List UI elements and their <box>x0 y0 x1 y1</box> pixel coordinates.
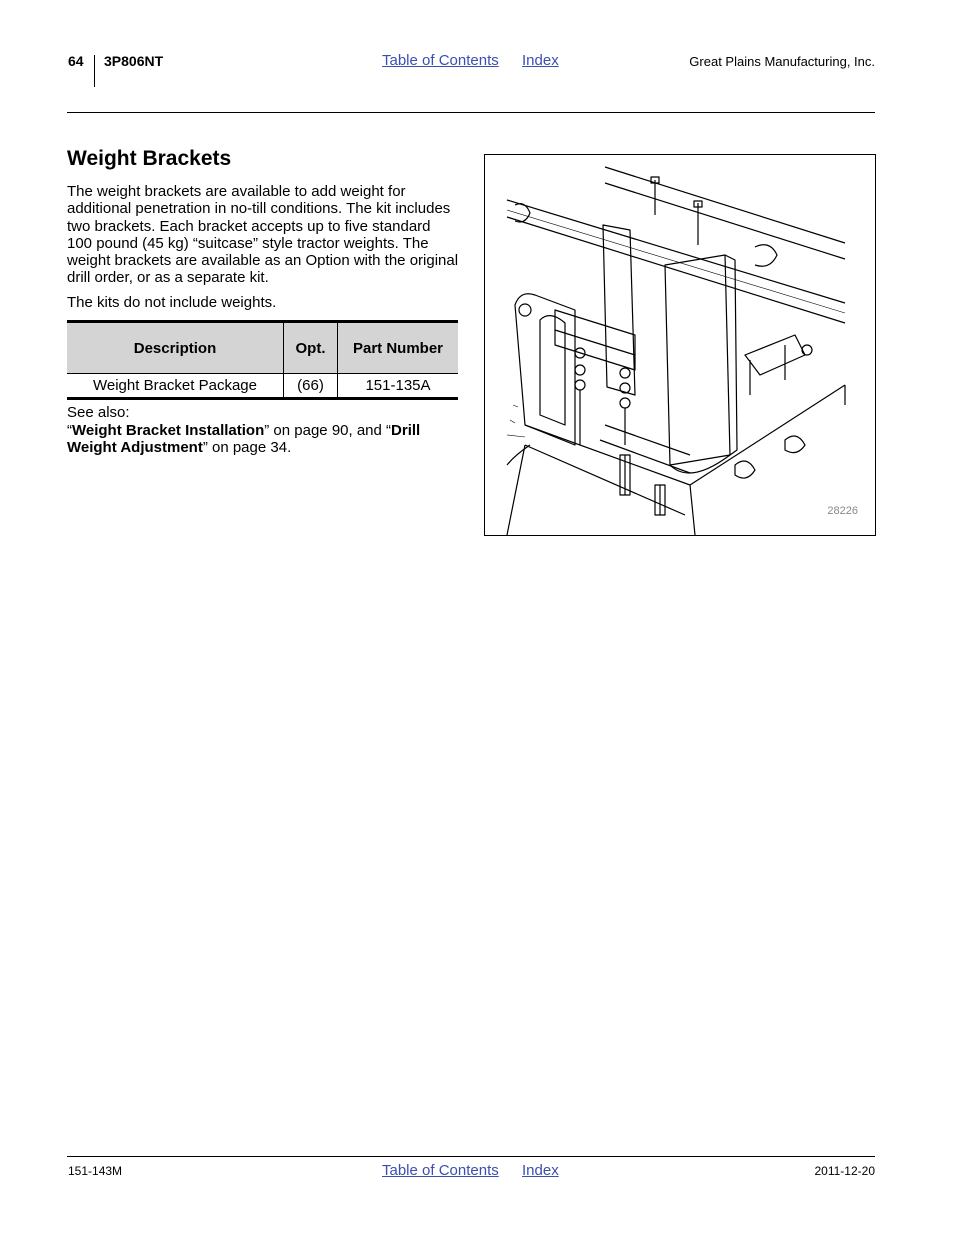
cell-part-number: 151-135A <box>338 374 459 399</box>
header-index-link[interactable]: Index <box>522 52 559 69</box>
page-number: 64 <box>68 53 84 69</box>
figure-number: 28226 <box>827 505 858 517</box>
parts-table <box>67 320 458 400</box>
column-header-description: Description <box>67 322 284 374</box>
footer-toc-link[interactable]: Table of Contents <box>382 1162 499 1179</box>
see-also-intro: See also: <box>67 404 130 421</box>
see-also-end: ” on page 34. <box>202 439 292 456</box>
cell-option: (66) <box>284 374 338 399</box>
header-divider <box>94 55 95 87</box>
cell-description: Weight Bracket Package <box>67 374 284 399</box>
footer-rule <box>67 1156 875 1157</box>
see-also-mid: ” on page 90, and “ <box>264 421 392 439</box>
intro-paragraph: The weight brackets are available to add weight for additional penetration in no-till conditions. The kit includes two brackets. Each bracket accepts up to five standard 100 pound (45 kg) “suitcase” style tractor weights. The weight brackets are available as an Option with the original drill order, or as a separate kit. <box>67 183 459 287</box>
header-rule <box>67 112 875 113</box>
weight-bracket-illustration <box>485 155 875 535</box>
column-header-part-number: Part Number <box>338 322 459 374</box>
see-also <box>67 404 459 457</box>
document-date: 2011-12-20 <box>814 1164 875 1178</box>
column-header-option: Opt. <box>284 322 338 374</box>
table-row <box>67 374 458 399</box>
cross-ref-adjustment: Drill Weight Adjustment <box>67 421 421 456</box>
header-toc-link[interactable]: Table of Contents <box>382 52 499 69</box>
section-title: Weight Brackets <box>67 147 232 170</box>
quote-open: “ <box>67 421 72 439</box>
model-name: 3P806NT <box>104 53 164 69</box>
company-name: Great Plains Manufacturing, Inc. <box>689 54 875 69</box>
note-paragraph: The kits do not include weights. <box>67 294 277 311</box>
cross-ref-installation: Weight Bracket Installation <box>72 421 265 439</box>
weight-bracket-figure <box>484 154 876 536</box>
document-number: 151-143M <box>68 1164 123 1178</box>
footer-index-link[interactable]: Index <box>522 1162 559 1179</box>
